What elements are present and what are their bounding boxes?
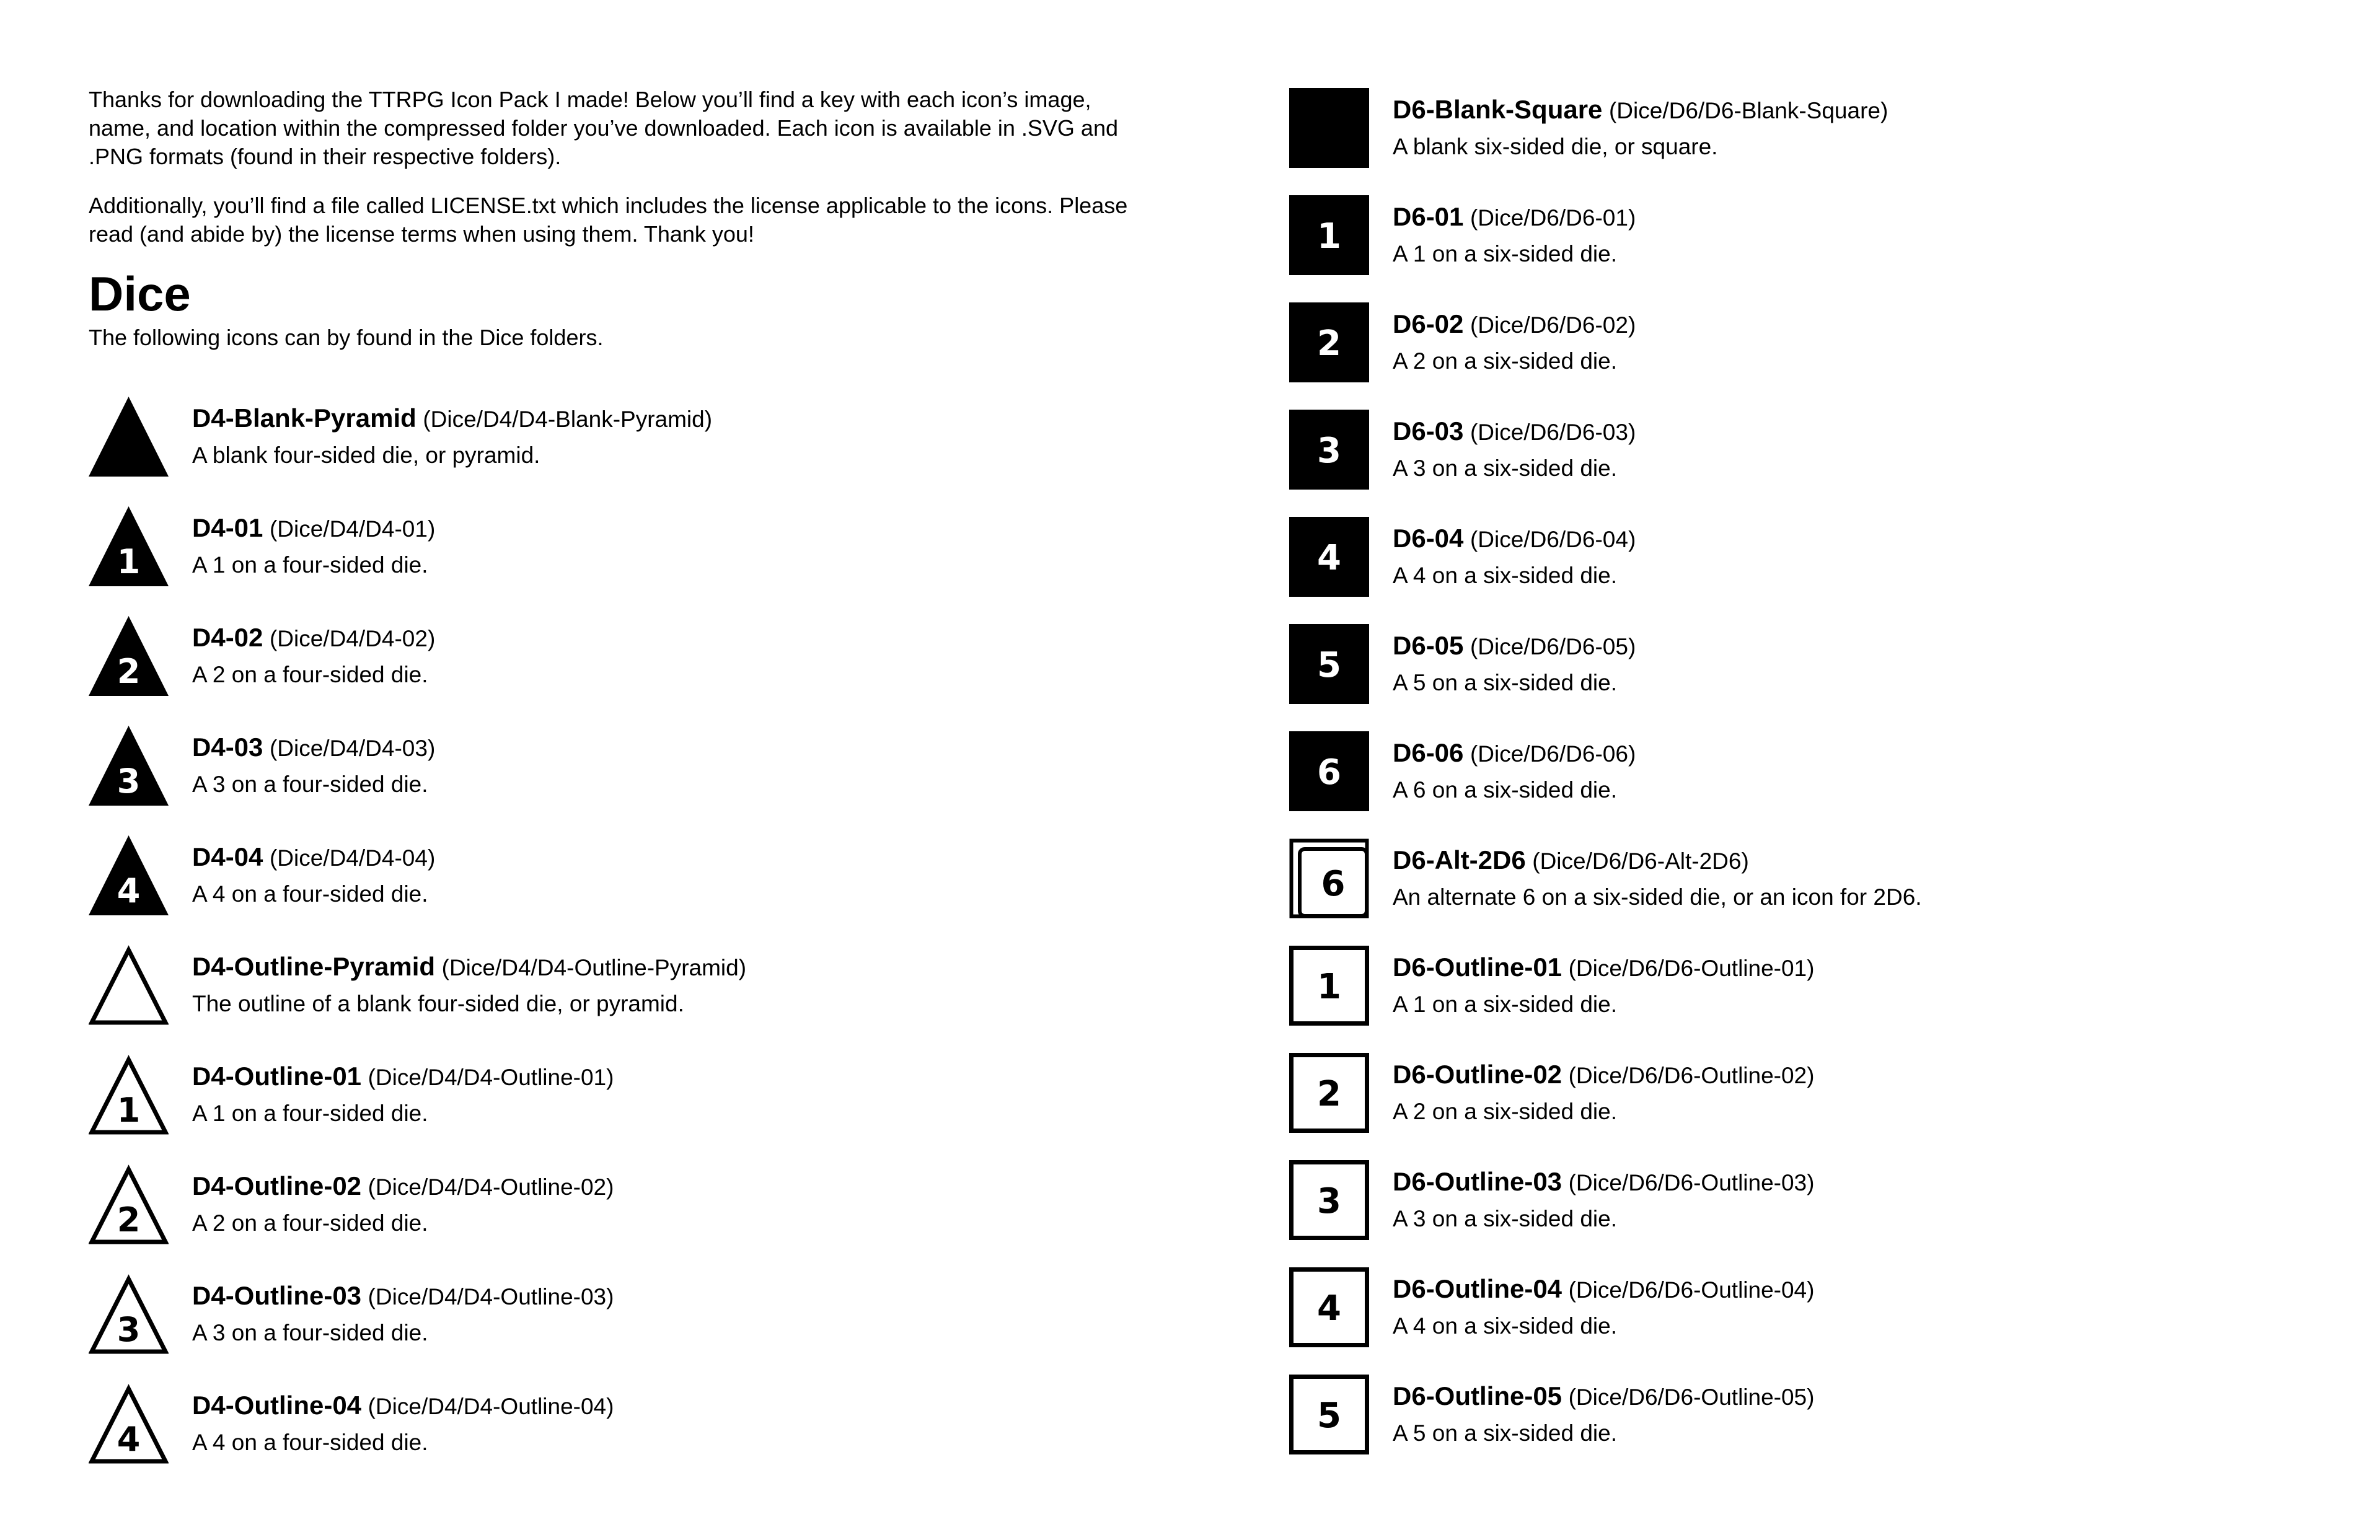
- die-number: 5: [1317, 645, 1341, 685]
- die-number: 1: [1317, 216, 1341, 257]
- icon-entry-text: [1393, 201, 1636, 270]
- icon-title-line: [1393, 737, 1636, 770]
- icon-name: D4-04: [192, 842, 263, 871]
- icon-description: A 4 on a four-sided die.: [192, 1429, 428, 1455]
- icon-path: (Dice/D4/D4-Outline-01): [368, 1064, 614, 1090]
- icon-entry: [89, 1274, 1142, 1354]
- icon-preview: [89, 506, 169, 586]
- icon-title-line: [1393, 630, 1636, 662]
- icon-entry: [1289, 946, 2306, 1026]
- die-number: 2: [1317, 1074, 1341, 1114]
- d6-icon-list: [1289, 88, 2306, 1454]
- section-title: Dice: [89, 266, 191, 321]
- icon-entry-text: [192, 951, 746, 1019]
- icon-description: A 2 on a six-sided die.: [1393, 348, 1617, 374]
- icon-preview: [1289, 1267, 1369, 1347]
- d6-solid-square-icon: [1289, 302, 1369, 382]
- icon-path: (Dice/D4/D4-Blank-Pyramid): [423, 406, 713, 432]
- d6-outline-square-icon: [1289, 1160, 1369, 1240]
- icon-title-line: [1393, 1166, 1814, 1199]
- d6-outline-square-icon: [1289, 1267, 1369, 1347]
- right-column: [1289, 88, 2306, 1482]
- die-number: 6: [1317, 752, 1341, 793]
- icon-title-line: [192, 951, 746, 983]
- icon-description: A 5 on a six-sided die.: [1393, 1420, 1617, 1446]
- intro-paragraph-2: Additionally, you’ll find a file called LICENSE.txt which includes the license applicable to the icons. Please read (and abide by) the license terms when using them. Thank you!: [89, 193, 1128, 247]
- die-number: 4: [117, 871, 141, 910]
- icon-path: (Dice/D6/D6-04): [1470, 526, 1636, 552]
- d4-outline-triangle-icon: [89, 1055, 169, 1135]
- icon-path: (Dice/D6/D6-02): [1470, 312, 1636, 338]
- icon-entry-text: [1393, 845, 1922, 913]
- icon-description: A 3 on a six-sided die.: [1393, 455, 1617, 481]
- icon-preview: [89, 397, 169, 477]
- d6-solid-square-icon: [1289, 731, 1369, 811]
- icon-entry: [1289, 195, 2306, 275]
- icon-preview: [89, 1384, 169, 1464]
- icon-title-line: [192, 403, 712, 435]
- d4-solid-triangle-icon: [89, 616, 169, 696]
- d4-icon-list: [89, 397, 1142, 1464]
- icon-entry: [89, 945, 1142, 1025]
- d4-solid-triangle-icon: [89, 726, 169, 806]
- icon-preview: [1289, 838, 1369, 918]
- icon-description: A 1 on a four-sided die.: [192, 552, 428, 578]
- icon-description: A blank six-sided die, or square.: [1393, 133, 1718, 159]
- icon-entry: [1289, 517, 2306, 597]
- icon-name: D6-Outline-03: [1393, 1166, 1562, 1196]
- icon-name: D6-05: [1393, 630, 1464, 660]
- icon-description: A 4 on a six-sided die.: [1393, 562, 1617, 588]
- icon-path: (Dice/D6/D6-Outline-01): [1568, 955, 1815, 981]
- icon-path: (Dice/D4/D4-Outline-04): [368, 1393, 614, 1419]
- icon-path: (Dice/D4/D4-Outline-02): [368, 1174, 614, 1200]
- icon-description: A 1 on a four-sided die.: [192, 1100, 428, 1126]
- icon-name: D6-Blank-Square: [1393, 94, 1603, 124]
- icon-entry-text: [192, 1171, 614, 1239]
- icon-path: (Dice/D6/D6-Outline-04): [1568, 1277, 1815, 1303]
- d4-outline-triangle-icon: [89, 1164, 169, 1244]
- icon-description: A 1 on a six-sided die.: [1393, 991, 1617, 1017]
- icon-description: A 5 on a six-sided die.: [1393, 669, 1617, 695]
- icon-preview: [89, 1164, 169, 1244]
- icon-description: A 3 on a four-sided die.: [192, 771, 428, 797]
- die-number: 4: [117, 1420, 141, 1459]
- icon-title-line: [1393, 1059, 1814, 1091]
- icon-path: (Dice/D6/D6-05): [1470, 633, 1636, 659]
- icon-entry: [89, 506, 1142, 586]
- die-number: 5: [1317, 1396, 1341, 1436]
- die-number: 4: [1317, 538, 1341, 578]
- d4-solid-triangle-icon: [89, 506, 169, 586]
- icon-description: A 6 on a six-sided die.: [1393, 777, 1617, 803]
- icon-preview: [89, 616, 169, 696]
- icon-name: D6-04: [1393, 523, 1464, 553]
- d6-outline-square-icon: [1289, 946, 1369, 1026]
- icon-entry-text: [1393, 1274, 1814, 1342]
- icon-title-line: [1393, 201, 1636, 234]
- icon-name: D6-06: [1393, 737, 1464, 767]
- d6-solid-square-icon: [1289, 195, 1369, 275]
- icon-preview: [89, 835, 169, 915]
- icon-preview: [89, 726, 169, 806]
- icon-name: D6-01: [1393, 201, 1464, 231]
- icon-entry: [1289, 838, 2306, 918]
- d6-solid-square-icon: [1289, 410, 1369, 490]
- icon-entry: [1289, 1375, 2306, 1454]
- icon-description: A 2 on a six-sided die.: [1393, 1098, 1617, 1124]
- icon-entry-text: [192, 842, 435, 910]
- icon-entry: [89, 1164, 1142, 1244]
- icon-title-line: [1393, 309, 1636, 341]
- die-number: 2: [1317, 323, 1341, 364]
- icon-path: (Dice/D6/D6-Alt-2D6): [1532, 848, 1749, 874]
- icon-entry-text: [1393, 523, 1636, 591]
- icon-name: D4-Outline-02: [192, 1171, 362, 1200]
- icon-entry: [89, 397, 1142, 477]
- icon-name: D6-03: [1393, 416, 1464, 446]
- icon-path: (Dice/D4/D4-04): [269, 845, 436, 871]
- icon-description: A 2 on a four-sided die.: [192, 1210, 428, 1236]
- die-number: 3: [1317, 431, 1341, 471]
- d6-solid-square-icon: [1289, 88, 1369, 168]
- icon-path: (Dice/D6/D6-03): [1470, 419, 1636, 445]
- icon-entry-text: [192, 622, 435, 690]
- icon-title-line: [192, 513, 435, 545]
- die-number: 6: [1321, 864, 1346, 904]
- icon-path: (Dice/D6/D6-Outline-03): [1568, 1169, 1815, 1195]
- die-number: 1: [1317, 967, 1341, 1007]
- icon-preview: [89, 945, 169, 1025]
- icon-entry: [1289, 410, 2306, 490]
- icon-preview: [1289, 731, 1369, 811]
- icon-name: D6-Alt-2D6: [1393, 845, 1526, 874]
- icon-title-line: [192, 1171, 614, 1203]
- icon-path: (Dice/D4/D4-Outline-Pyramid): [441, 954, 747, 980]
- icon-preview: [1289, 624, 1369, 704]
- icon-preview: [1289, 1375, 1369, 1454]
- icon-title-line: [1393, 1274, 1814, 1306]
- icon-entry: [1289, 88, 2306, 168]
- icon-description: The outline of a blank four-sided die, or pyramid.: [192, 990, 684, 1016]
- icon-entry-text: [1393, 737, 1636, 806]
- icon-entry: [89, 616, 1142, 696]
- icon-description: A 3 on a six-sided die.: [1393, 1205, 1617, 1231]
- d4-solid-triangle-icon: [89, 835, 169, 915]
- icon-title-line: [1393, 952, 1814, 984]
- d6-outline-square-icon: [1289, 1053, 1369, 1133]
- icon-path: (Dice/D6/D6-06): [1470, 741, 1636, 767]
- icon-title-line: [192, 1061, 614, 1093]
- die-number: 3: [117, 1310, 141, 1349]
- icon-entry-text: [1393, 1059, 1814, 1127]
- icon-description: A 2 on a four-sided die.: [192, 661, 428, 687]
- icon-entry-text: [192, 732, 435, 800]
- icon-description: A 3 on a four-sided die.: [192, 1319, 428, 1345]
- icon-entry: [1289, 1267, 2306, 1347]
- icon-name: D6-Outline-04: [1393, 1274, 1562, 1303]
- icon-name: D6-Outline-01: [1393, 952, 1562, 982]
- icon-description: A blank four-sided die, or pyramid.: [192, 442, 540, 468]
- die-number: 2: [117, 652, 141, 691]
- icon-path: (Dice/D6/D6-Outline-05): [1568, 1384, 1815, 1410]
- icon-path: (Dice/D6/D6-Outline-02): [1568, 1062, 1815, 1088]
- icon-entry-text: [192, 1280, 614, 1349]
- icon-entry-text: [1393, 1381, 1814, 1449]
- icon-path: (Dice/D4/D4-03): [269, 735, 436, 761]
- icon-name: D6-02: [1393, 309, 1464, 338]
- icon-preview: [1289, 517, 1369, 597]
- icon-entry-text: [1393, 94, 1888, 162]
- icon-entry-text: [192, 1390, 614, 1458]
- icon-name: D4-Outline-04: [192, 1390, 362, 1420]
- icon-entry: [1289, 624, 2306, 704]
- icon-entry-text: [192, 1061, 614, 1129]
- icon-path: (Dice/D6/D6-01): [1470, 205, 1636, 231]
- icon-path: (Dice/D4/D4-02): [269, 625, 436, 651]
- die-number: 3: [1317, 1181, 1341, 1221]
- icon-preview: [89, 1055, 169, 1135]
- icon-preview: [1289, 1053, 1369, 1133]
- icon-description: An alternate 6 on a six-sided die, or an icon for 2D6.: [1393, 884, 1922, 910]
- icon-name: D6-Outline-05: [1393, 1381, 1562, 1410]
- icon-path: (Dice/D6/D6-Blank-Square): [1608, 97, 1889, 123]
- icon-description: A 4 on a four-sided die.: [192, 881, 428, 907]
- icon-name: D4-03: [192, 732, 263, 762]
- icon-name: D4-Outline-Pyramid: [192, 951, 436, 981]
- d6-alt-2d6-icon: [1289, 838, 1369, 918]
- icon-name: D6-Outline-02: [1393, 1059, 1562, 1089]
- icon-name: D4-Outline-01: [192, 1061, 362, 1091]
- icon-name: D4-02: [192, 622, 263, 652]
- intro: [89, 86, 1142, 249]
- icon-entry: [1289, 1053, 2306, 1133]
- icon-title-line: [1393, 1381, 1814, 1413]
- icon-entry-text: [1393, 1166, 1814, 1234]
- die-number: 3: [117, 762, 141, 801]
- icon-name: D4-Blank-Pyramid: [192, 403, 416, 433]
- icon-entry-text: [1393, 630, 1636, 698]
- icon-entry: [89, 1384, 1142, 1464]
- d4-outline-triangle-icon: [89, 1274, 169, 1354]
- die-number: 1: [117, 1091, 141, 1130]
- die-number: 4: [1317, 1288, 1341, 1329]
- d4-outline-triangle-icon: [89, 945, 169, 1025]
- icon-preview: [1289, 410, 1369, 490]
- icon-entry: [1289, 1160, 2306, 1240]
- icon-preview: [1289, 302, 1369, 382]
- icon-title-line: [192, 732, 435, 764]
- icon-name: D4-01: [192, 513, 263, 542]
- d4-solid-triangle-icon: [89, 397, 169, 477]
- die-number: 1: [117, 542, 141, 581]
- icon-title-line: [1393, 94, 1888, 126]
- icon-entry: [89, 726, 1142, 806]
- icon-entry: [1289, 302, 2306, 382]
- icon-preview: [89, 1274, 169, 1354]
- icon-title-line: [192, 1390, 614, 1422]
- icon-entry-text: [1393, 952, 1814, 1020]
- icon-entry: [89, 1055, 1142, 1135]
- icon-path: (Dice/D4/D4-Outline-03): [368, 1283, 614, 1309]
- icon-entry: [1289, 731, 2306, 811]
- icon-entry-text: [1393, 309, 1636, 377]
- icon-entry: [89, 835, 1142, 915]
- icon-title-line: [192, 1280, 614, 1313]
- icon-title-line: [192, 622, 435, 654]
- intro-paragraph-1: Thanks for downloading the TTRPG Icon Pack I made! Below you’ll find a key with each icon’s image, name, and location within the compressed folder you’ve downloaded. Each icon is available in .SVG and .PNG formats (found in their respective folders).: [89, 87, 1118, 169]
- icon-title-line: [1393, 523, 1636, 555]
- d6-outline-square-icon: [1289, 1375, 1369, 1454]
- icon-title-line: [192, 842, 435, 874]
- left-column: [89, 86, 1142, 1494]
- icon-preview: [1289, 88, 1369, 168]
- section-description: The following icons can by found in the Dice folders.: [89, 325, 604, 350]
- icon-title-line: [1393, 845, 1922, 877]
- d6-solid-square-icon: [1289, 624, 1369, 704]
- icon-entry-text: [192, 403, 712, 471]
- icon-name: D4-Outline-03: [192, 1280, 362, 1310]
- icon-preview: [1289, 946, 1369, 1026]
- icon-title-line: [1393, 416, 1636, 448]
- icon-entry-text: [192, 513, 435, 581]
- icon-preview: [1289, 195, 1369, 275]
- die-number: 2: [117, 1200, 141, 1239]
- icon-entry-text: [1393, 416, 1636, 484]
- icon-description: A 1 on a six-sided die.: [1393, 240, 1617, 266]
- icon-path: (Dice/D4/D4-01): [269, 516, 436, 542]
- icon-preview: [1289, 1160, 1369, 1240]
- d6-solid-square-icon: [1289, 517, 1369, 597]
- d4-outline-triangle-icon: [89, 1384, 169, 1464]
- icon-description: A 4 on a six-sided die.: [1393, 1313, 1617, 1339]
